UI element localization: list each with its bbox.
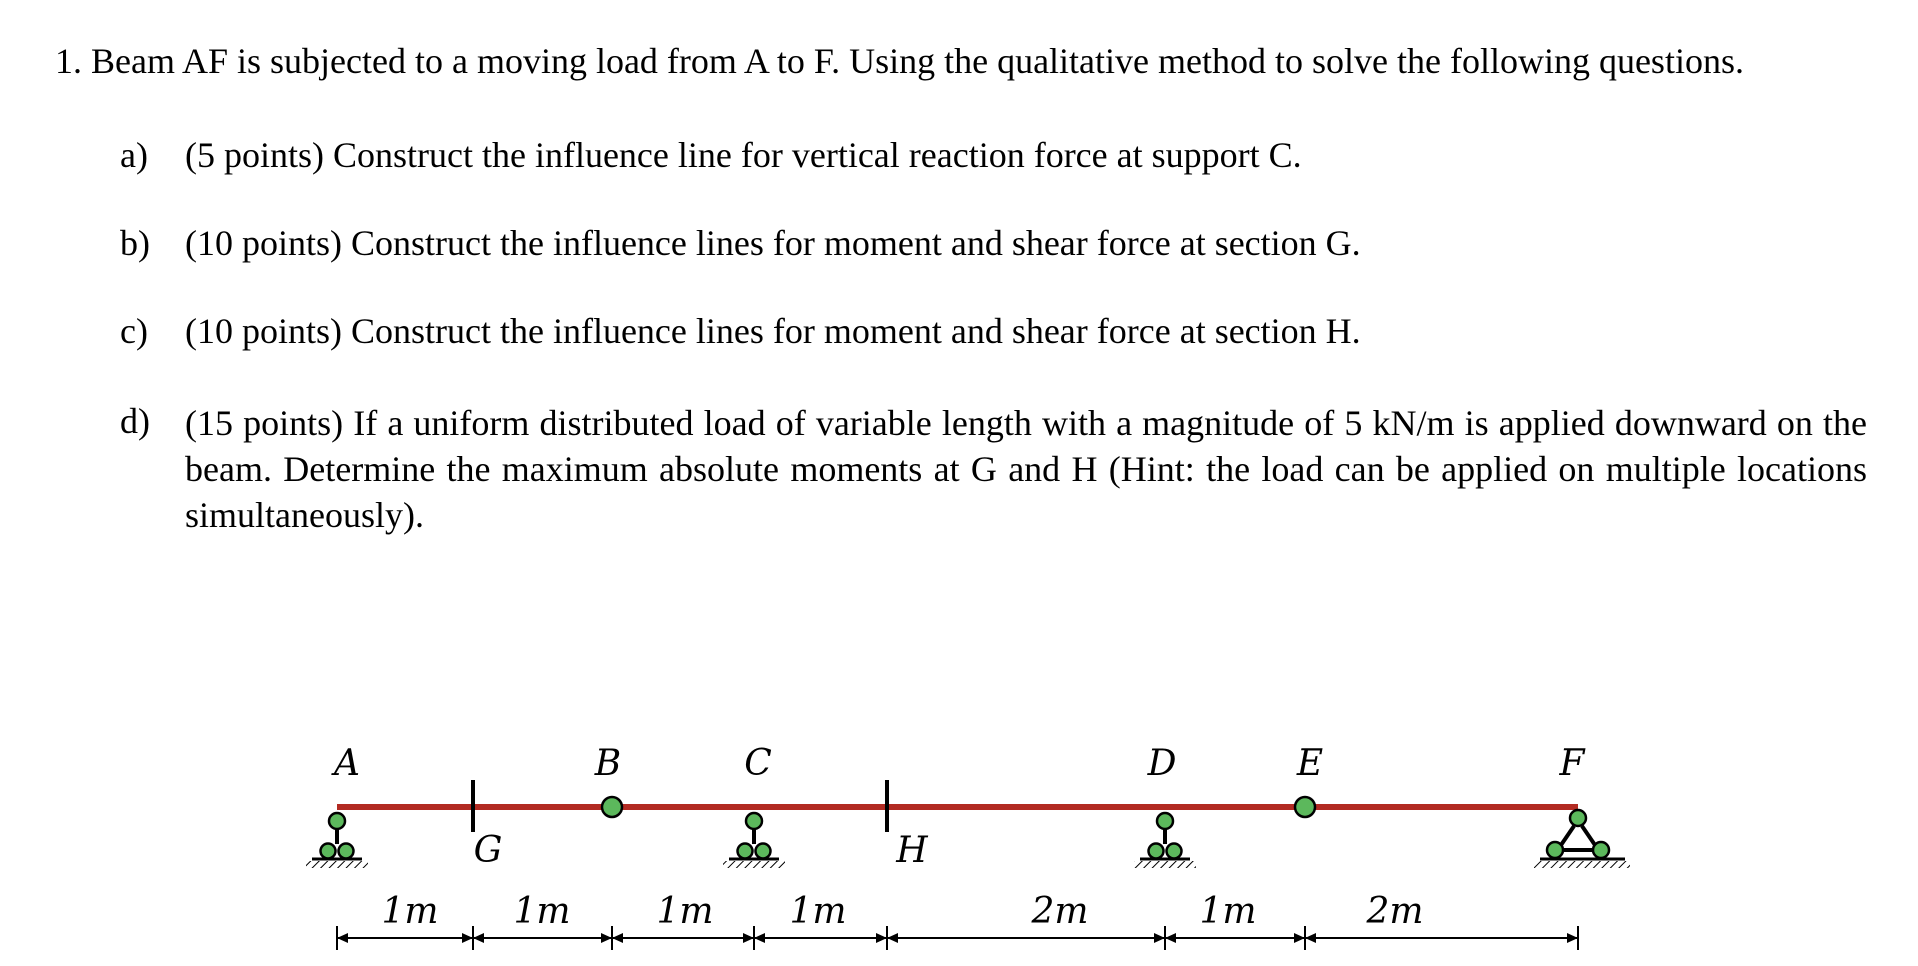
- question-title: 1. Beam AF is subjected to a moving load from A to F. Using the qualitative method to solve the following questions.: [55, 41, 1744, 81]
- part-text: (10 points) Construct the influence lines for moment and shear force at section H.: [185, 311, 1361, 351]
- point-label-a: A: [334, 743, 360, 784]
- point-label-e: E: [1296, 743, 1324, 784]
- roller-support-c: [723, 813, 785, 868]
- dimension-label-ch: 1m: [789, 891, 847, 932]
- hinge-b: [602, 797, 622, 817]
- part-label: c): [120, 311, 148, 351]
- part-label: b): [120, 223, 150, 263]
- dimension-label-hd: 2m: [1031, 891, 1089, 932]
- roller-support-d: [1134, 813, 1196, 868]
- part-label: d): [120, 401, 150, 441]
- point-label-d: D: [1147, 743, 1177, 784]
- dimension-label-ag: 1m: [381, 891, 439, 932]
- dimension-label-gb: 1m: [513, 891, 571, 932]
- point-label-f: F: [1559, 743, 1585, 784]
- point-label-b: B: [594, 743, 622, 784]
- dimension-label-ef: 2m: [1366, 891, 1424, 932]
- point-label-c: C: [744, 743, 772, 784]
- part-text: (15 points) If a uniform distributed load of variable length with a magnitude of 5 kN/m is applied downward on the beam. Determine the maximum absolute moments at G and H (Hint: the load can be applied on multiple locations simultaneously).: [185, 403, 1867, 535]
- part-text: (5 points) Construct the influence line for vertical reaction force at support C.: [185, 135, 1302, 175]
- dimension-label-de: 1m: [1199, 891, 1257, 932]
- part-label: a): [120, 135, 148, 175]
- pin-support-f: [1534, 810, 1630, 868]
- part-text: (10 points) Construct the influence lines for moment and shear force at section G.: [185, 223, 1361, 263]
- point-label-g: G: [473, 830, 503, 871]
- point-label-h: H: [896, 830, 928, 871]
- roller-support-a: [306, 813, 368, 868]
- dimension-label-bc: 1m: [656, 891, 714, 932]
- hinge-e: [1295, 797, 1315, 817]
